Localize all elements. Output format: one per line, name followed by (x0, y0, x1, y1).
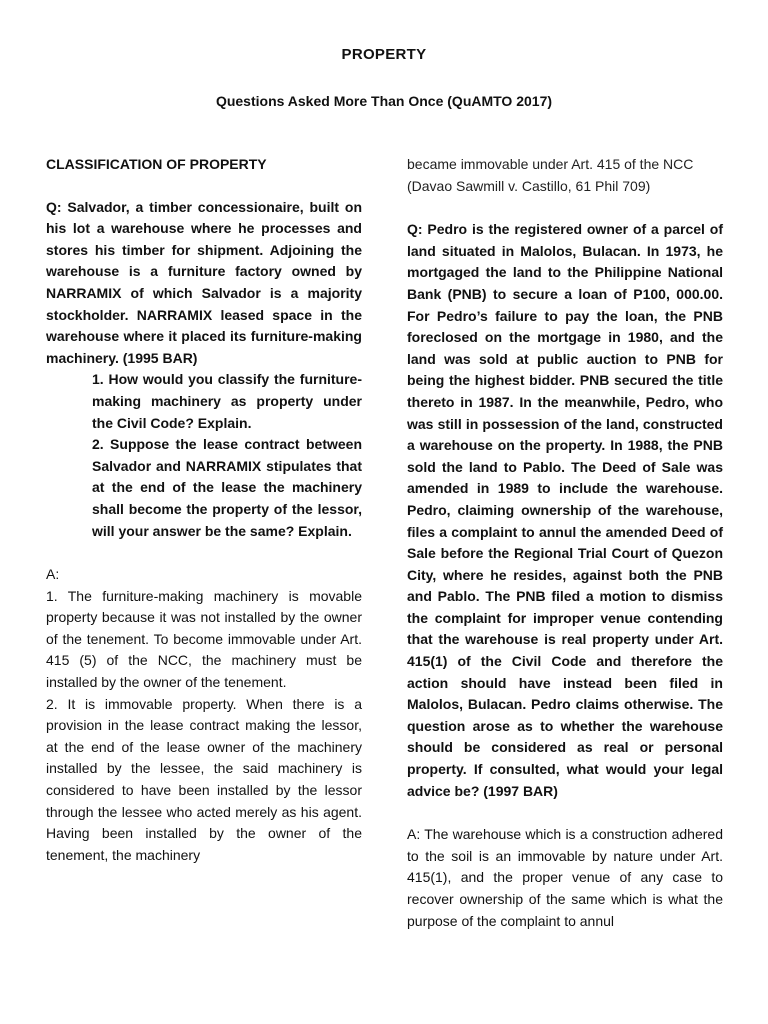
section-heading: CLASSIFICATION OF PROPERTY (46, 156, 267, 172)
answer-1: 1. The furniture-making machinery is movable property because it was not installed by the owner of the tenement. To become immovable under Art. 415 (5) of the NCC, the machinery must be installed by the owner of the tenement. (46, 587, 362, 691)
answer-continuation: became immovable under Art. 415 of the NCC (Davao Sawmill v. Castillo, 61 Phil 709) (407, 156, 694, 194)
left-column (46, 154, 362, 866)
page-subtitle: Questions Asked More Than Once (QuAMTO 2017) (215, 93, 553, 109)
answer-3: A: The warehouse which is a construction adhered to the soil is an immovable by nature under Art. 415(1), and the proper venue of any case to recover ownership of the same which is what the purpose of the complaint to annul (407, 826, 723, 929)
sub-question-2: 2. Suppose the lease contract between Salvador and NARRAMIX stipulates that at the end of the lease the machinery shall become the property of the lessor, will your answer be the same? Explain. (92, 436, 362, 539)
question-1: Q: Salvador, a timber concessionaire, built on his lot a warehouse where he processes and stores his timber for shipment. Adjoining the warehouse is a furniture factory owned by NARRAMIX of which Salvador is a majority stockholder. NARRAMIX leased space in the warehouse where it placed its furniture-making machinery. (1995 BAR) (46, 198, 362, 366)
right-column (407, 154, 723, 932)
answer-2: 2. It is immovable property. When there is a provision in the lease contract making the lessor, at the end of the lease owner of the machinery installed by the lessee, the said machinery is considered to have been installed by the lessor through the lessee who acted merely as his agent. Having been installed by the owner of the tenement, the machinery (46, 695, 362, 863)
answer-label: A: (46, 566, 60, 583)
page-title: PROPERTY (341, 46, 427, 63)
sub-question-1: 1. How would you classify the furniture-making machinery as property under the Civil Code? Explain. (92, 371, 362, 431)
question-2: Q: Pedro is the registered owner of a parcel of land situated in Malolos, Bulacan. In 1973, he mortgaged the land to the Philippine National Bank (PNB) to secure a loan of P100, 000.00. For Pedro’s failure to pay the loan, the PNB foreclosed on the mortgage in 1980, and the land was sold at public auction to PNB for being the highest bidder. PNB secured the title thereto in 1987. In the meanwhile, Pedro, who was still in possession of the land, constructed a warehouse on the property. In 1988, the PNB sold the land to Pablo. The Deed of Sale was amended in 1989 to include the warehouse. Pedro, claiming ownership of the warehouse, files a complaint to annul the amended Deed of Sale before the Regional Trial Court of Quezon City, where he resides, against both the PNB and Pablo. The PNB filed a motion to dismiss the complaint for improper venue contending that the warehouse is real property under Art. 415(1) of the Civil Code and therefore the action should have instead been filed in Malolos, Bulacan. Pedro claims otherwise. The question arose as to whether the warehouse should be considered as real or personal property. If consulted, what would your legal advice be? (1997 BAR) (407, 221, 723, 799)
